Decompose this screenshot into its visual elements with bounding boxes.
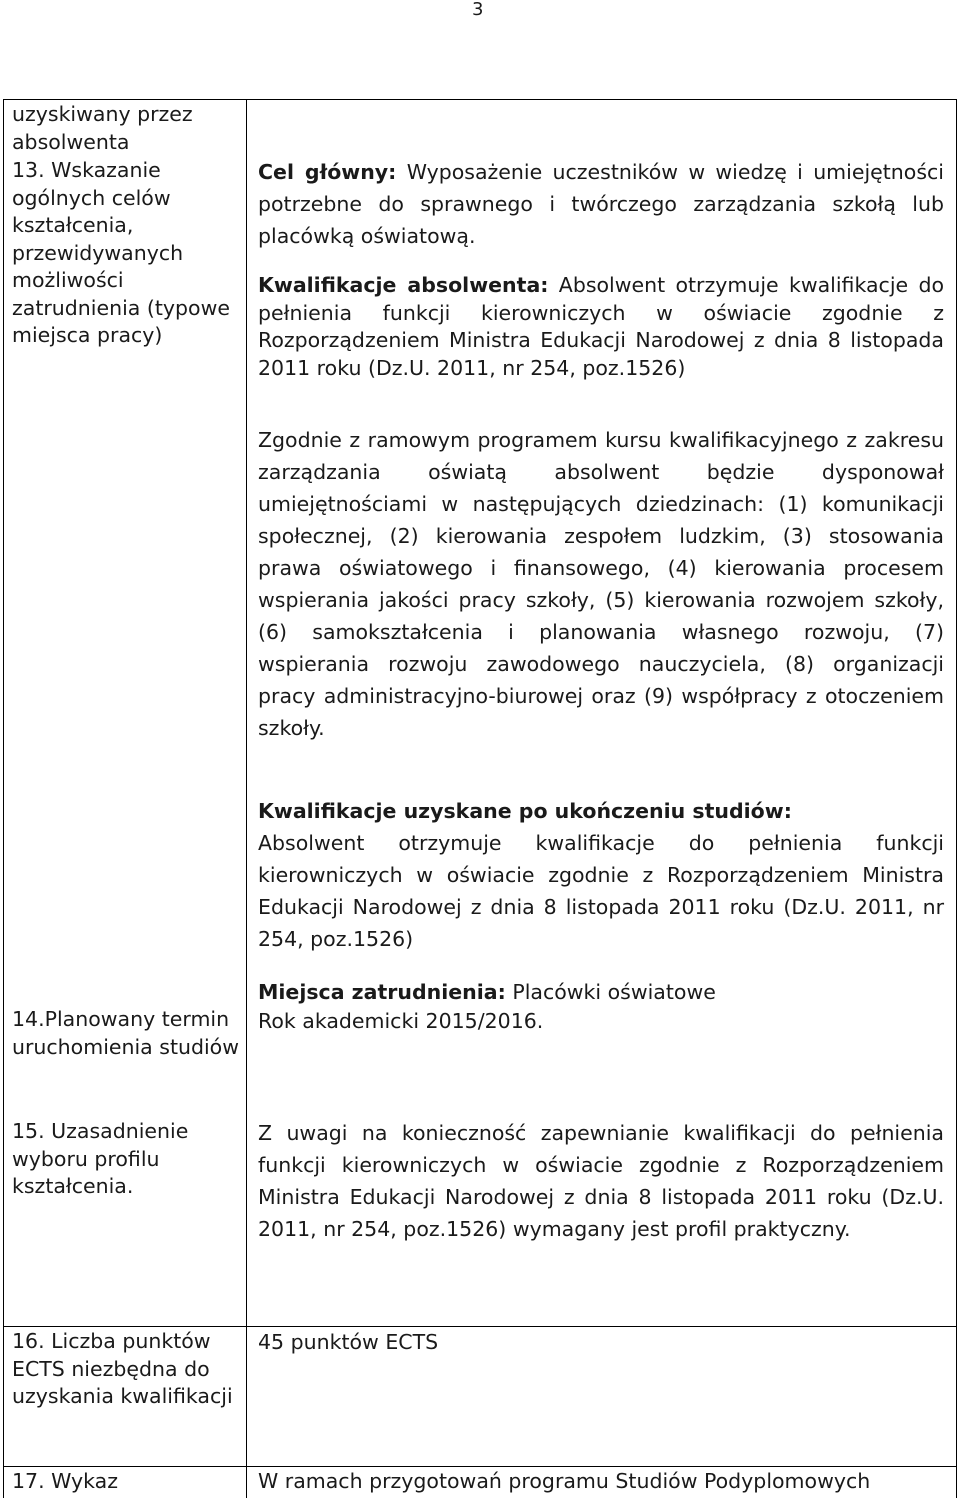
employment-places bbox=[258, 976, 944, 1008]
row-label-12: uzyskiwany przez absolwenta bbox=[12, 102, 193, 154]
table-border-left bbox=[3, 99, 4, 1498]
planned-start: Rok akademicki 2015/2016. bbox=[258, 1009, 544, 1033]
main-goal bbox=[258, 156, 944, 252]
qualifications-after-studies-text: Absolwent otrzymuje kwalifikacje do pełnienia funkcji kierowniczych w oświacie zgodnie z Rozporządzeniem Ministra Edukacji Narodowej z dnia 8 listopada 2011 roku (Dz.U. 2011, nr 254, poz.1526) bbox=[258, 831, 944, 951]
programme-list: W ramach przygotowań programu Studiów Podyplomowych bbox=[258, 1469, 871, 1493]
graduate-qualifications bbox=[258, 272, 944, 382]
framework-programme bbox=[258, 424, 944, 744]
profile-justification: Z uwagi na konieczność zapewnianie kwalifikacji do pełnienia funkcji kierowniczych w oświacie zgodnie z Rozporządzeniem Ministra Edukacji Narodowej z dnia 8 listopada 2011 roku (Dz.U. 2011, nr 254, poz.1526) wymagany jest profil praktyczny. bbox=[258, 1121, 944, 1241]
row-label-14: 14.Planowany termin uruchomienia studiów bbox=[12, 1007, 239, 1059]
table-column-divider bbox=[246, 99, 247, 1498]
table-border-top bbox=[3, 99, 957, 100]
page-number: 3 bbox=[472, 0, 484, 20]
graduate-qualifications-text: Absolwent otrzymuje kwalifikacje do pełnienia funkcji kierowniczych w oświacie zgodnie z Rozporządzeniem Ministra Edukacji Narodowej z dnia 8 listopada 2011 roku (Dz.U. 2011, nr 254, poz.1526) bbox=[258, 273, 944, 380]
table-border-right bbox=[956, 99, 957, 1498]
employment-places-label: Miejsca zatrudnienia: bbox=[258, 980, 506, 1004]
employment-places-text: Placówki oświatowe bbox=[505, 980, 716, 1004]
qualifications-after-studies bbox=[258, 795, 944, 955]
row-label-15: 15. Uzasadnienie wyboru profilu kształcenia. bbox=[12, 1119, 189, 1198]
qualifications-after-studies-label: Kwalifikacje uzyskane po ukończeniu studiów: bbox=[258, 799, 792, 823]
graduate-qualifications-label: Kwalifikacje absolwenta: bbox=[258, 273, 549, 297]
ects-points: 45 punktów ECTS bbox=[258, 1330, 439, 1354]
row-label-16: 16. Liczba punktów ECTS niezbędna do uzyskania kwalifikacji bbox=[12, 1329, 233, 1408]
row-label-13: 13. Wskazanie ogólnych celów kształcenia, przewidywanych możliwości zatrudnienia (typowe miejsca pracy) bbox=[12, 158, 230, 347]
row-label-17: 17. Wykaz bbox=[12, 1469, 118, 1493]
framework-programme-text: Zgodnie z ramowym programem kursu kwalifikacyjnego z zakresu zarządzania oświatą absolwent będzie dysponował umiejętnościami w następujących dziedzinach: (1) komunikacji społecznej, (2) kierowania zespołem ludzkim, (3) stosowania prawa oświatowego i finansowego, (4) kierowania procesem wspierania jakości pracy szkoły, (5) kierowania rozwojem szkoły, (6) samokształcenia i planowania własnego rozwoju, (7) wspierania rozwoju zawodowego nauczyciela, (8) organizacji pracy administracyjno-biurowej oraz (9) współpracy z otoczeniem szkoły. bbox=[258, 428, 944, 740]
main-goal-text: Wyposażenie uczestników w wiedzę i umiejętności potrzebne do sprawnego i twórczego zarządzania szkołą lub placówką oświatową. bbox=[258, 160, 944, 248]
main-goal-label: Cel główny: bbox=[258, 160, 397, 184]
